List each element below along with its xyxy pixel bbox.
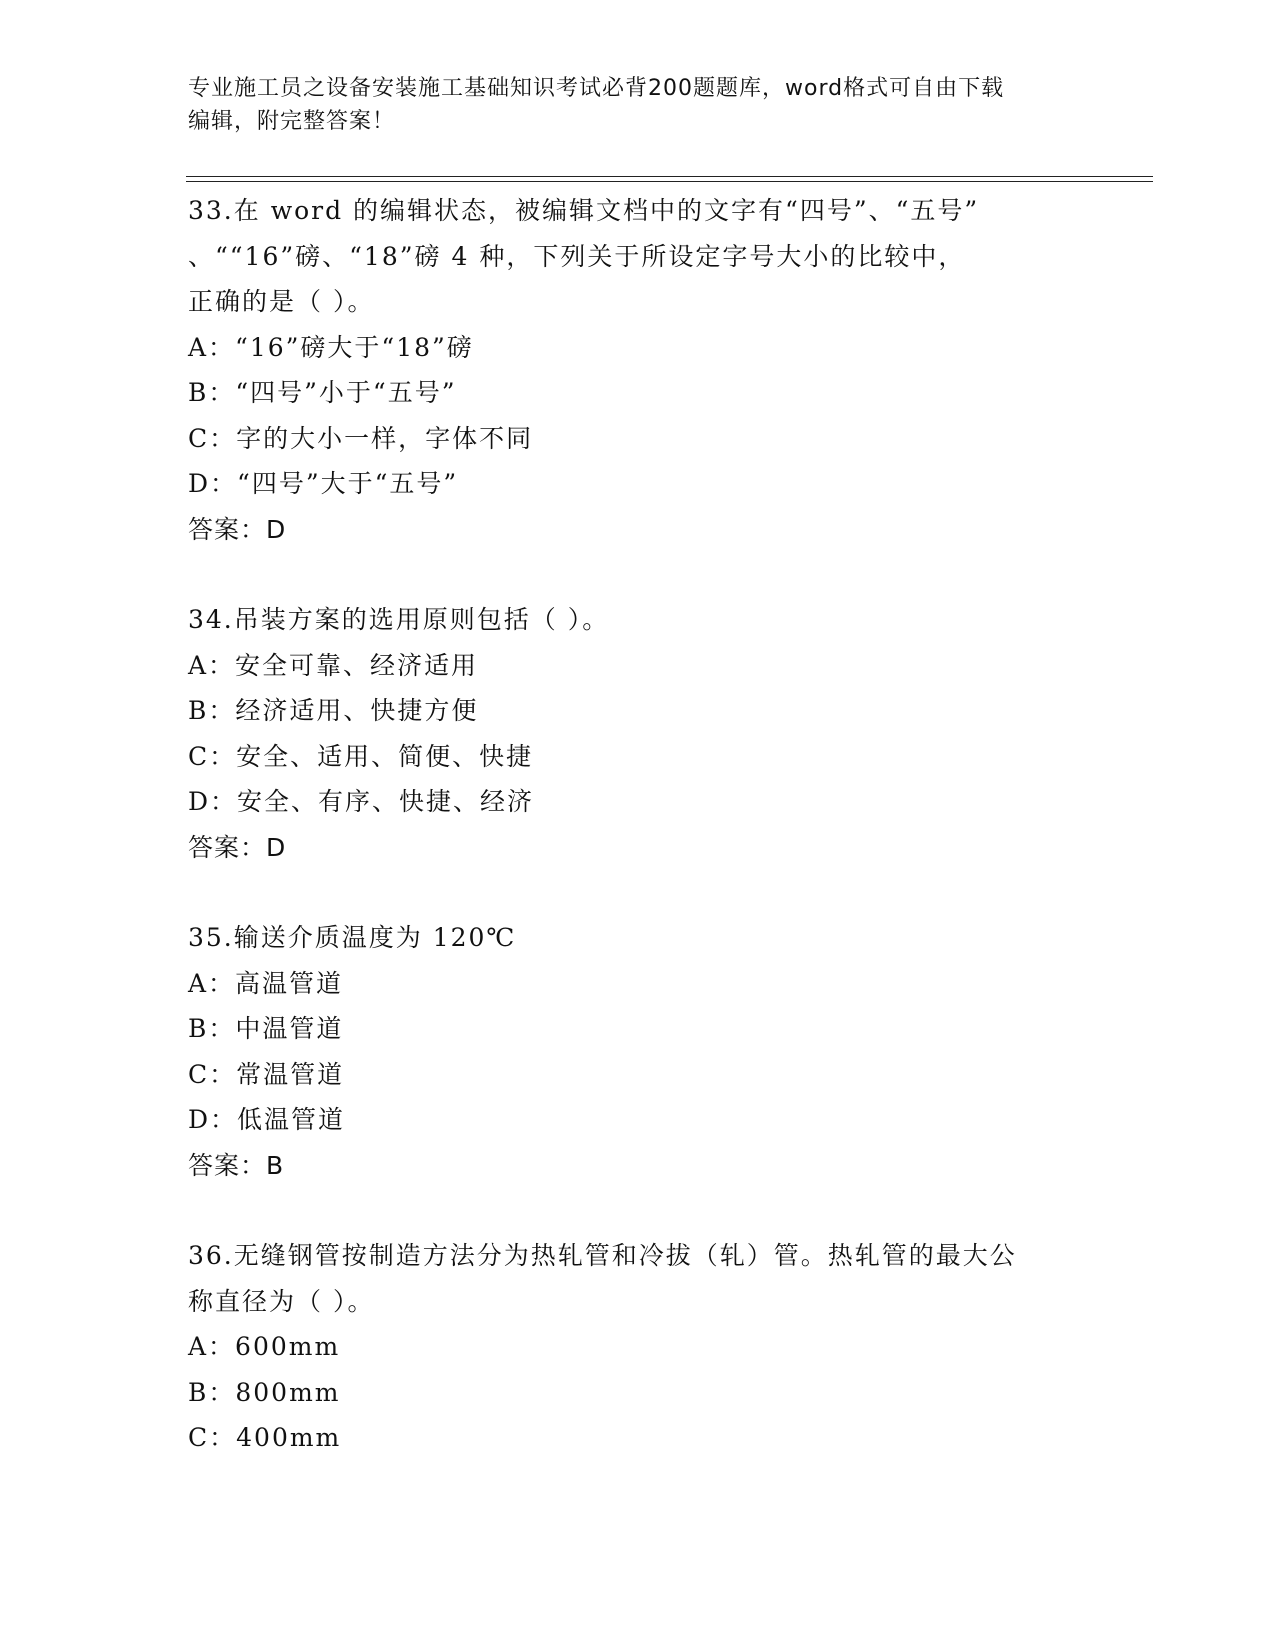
option-b: B：“四号”小于“五号” [188, 378, 457, 407]
option-d: D：安全、有序、快捷、经济 [188, 787, 535, 816]
question-text [188, 1233, 1088, 1324]
header-title-line-1: 专业施工员之设备安装施工基础知识考试必背200题题库，word格式可自由下载 [188, 76, 1005, 101]
document-header [188, 72, 1088, 138]
header-divider-bottom [186, 181, 1153, 182]
question-text-line: 36.无缝钢管按制造方法分为热轧管和冷拔（轧）管。热轧管的最大公 [188, 1241, 1017, 1270]
option-b: B：中温管道 [188, 1014, 344, 1043]
option-a: A：600mm [188, 1332, 341, 1361]
question-text [188, 915, 1088, 961]
question-list [188, 188, 1088, 1461]
option-c: C：常温管道 [188, 1059, 345, 1089]
option-c: C：400mm [188, 1423, 342, 1452]
question-text [188, 188, 1088, 325]
answer-line: 答案：D [188, 832, 287, 862]
question-text [188, 597, 1088, 643]
option-a: A：“16”磅大于“18”磅 [188, 332, 474, 362]
option-c: C：安全、适用、简便、快捷 [188, 741, 534, 771]
question-text-line: 、““16”磅、“18”磅 4 种，下列关于所设定字号大小的比较中， [188, 241, 966, 271]
answer-line: 答案：D [188, 514, 287, 544]
option-c: C：字的大小一样，字体不同 [188, 423, 534, 453]
question-36 [188, 1233, 1088, 1461]
option-d: D：“四号”大于“五号” [188, 469, 459, 498]
option-d: D：低温管道 [188, 1105, 346, 1134]
question-34 [188, 597, 1088, 870]
header-divider-top [186, 176, 1153, 177]
option-b: B：经济适用、快捷方便 [188, 696, 479, 725]
question-text-line: 33.在 word 的编辑状态，被编辑文档中的文字有“四号”、“五号” [188, 196, 980, 225]
question-text-line: 35.输送介质温度为 120℃ [188, 923, 517, 952]
question-33 [188, 188, 1088, 552]
question-35 [188, 915, 1088, 1188]
header-title-line-2: 编辑，附完整答案！ [188, 109, 396, 134]
question-text-line: 称直径为（ ）。 [188, 1286, 375, 1316]
question-text-line: 34.吊装方案的选用原则包括（ ）。 [188, 605, 610, 634]
option-a: A：高温管道 [188, 968, 344, 998]
question-text-line: 正确的是（ ）。 [188, 287, 375, 316]
option-a: A：安全可靠、经济适用 [188, 650, 479, 680]
option-b: B：800mm [188, 1377, 341, 1407]
answer-line: 答案：B [188, 1150, 285, 1180]
